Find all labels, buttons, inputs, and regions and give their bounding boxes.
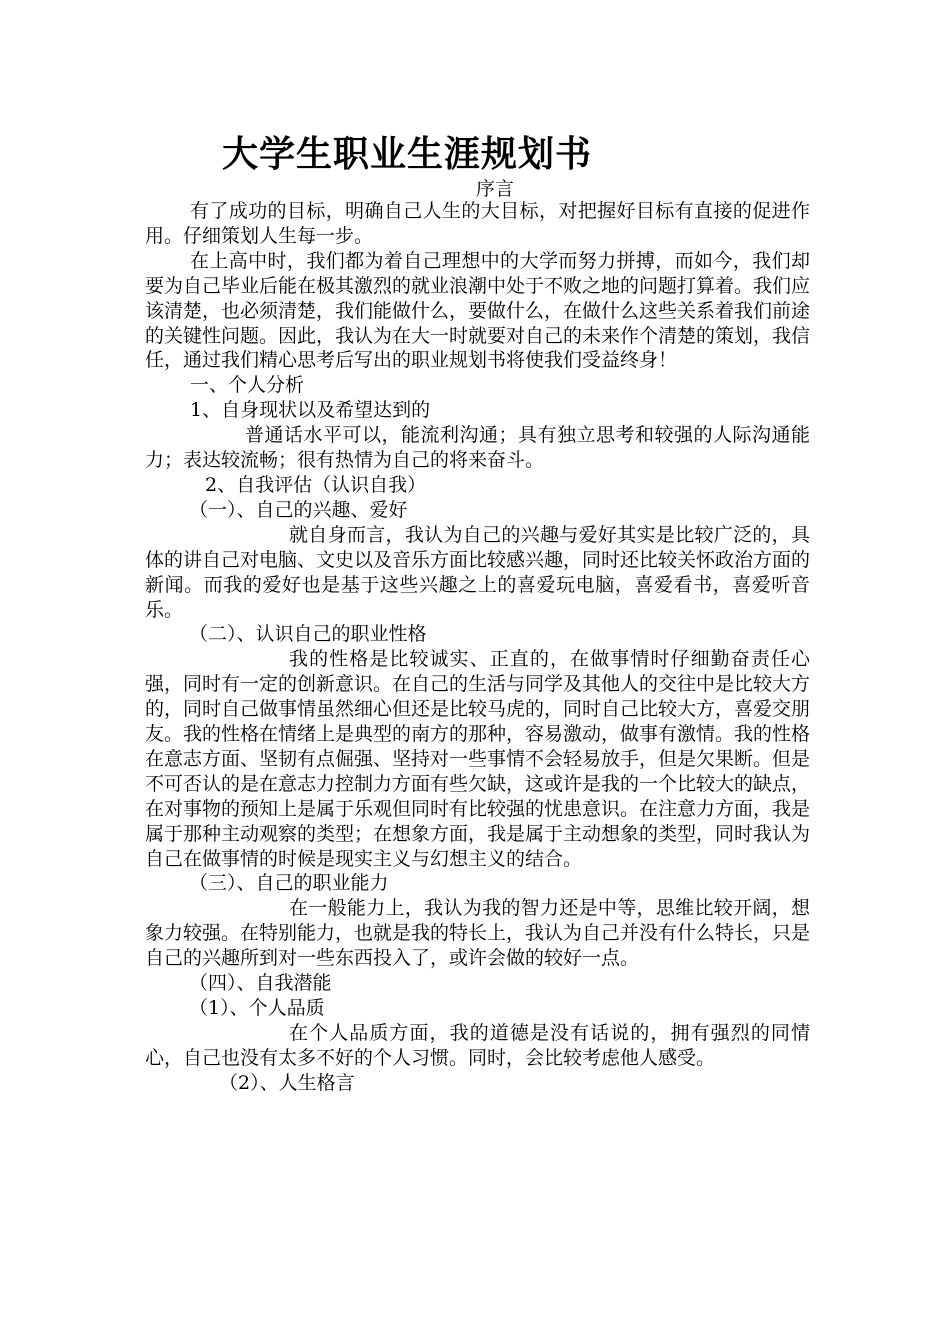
subsection-heading: （四）、自我潜能 <box>189 972 332 995</box>
subsection-heading: （2）、人生格言 <box>219 1071 355 1094</box>
preface-heading: 序言 <box>476 178 515 200</box>
paragraph: 我的性格是比较诚实、正直的，在做事情时仔细勤奋责任心强，同时有一定的创新意识。在自己的生活与同学及其他人的交往中是比较大方的，同时自己做事情虽然细心但还是比较马虎的，同时自己比较大方，喜爱交朋友。我的性格在情绪上是典型的南方的那种，容易激动，做事有激情。我的性格在意志方面、坚韧有点倔强、坚持对一些事情不会轻易放手，但是欠果断。但是不可否认的是在意志力控制力方面有些欠缺，这或许是我的一个比较大的缺点，在对事物的预知上是属于乐观但同时有比较强的忧患意识。在注意力方面，我是属于那种主动观察的类型；在想象方面，我是属于主动想象的类型，同时我认为自己在做事情的时候是现实主义与幻想主义的结合。 <box>145 648 811 870</box>
subsection-heading: （二）、认识自己的职业性格 <box>189 623 427 646</box>
subsection-heading: （1）、个人品质 <box>189 997 325 1019</box>
document-title: 大学生职业生涯规划书 <box>222 133 593 175</box>
paragraph: 普通话水平可以，能流利沟通；具有独立思考和较强的人际沟通能力；表达较流畅；很有热情为自己的将来奋斗。 <box>145 424 810 472</box>
paragraph: 在个人品质方面，我的道德是没有话说的，拥有强烈的同情心，自己也没有太多不好的个人习惯。同时，会比较考虑他人感受。 <box>145 1021 810 1069</box>
section-heading: 一、个人分析 <box>190 374 305 397</box>
paragraph: 在一般能力上，我认为我的智力还是中等，思维比较开阔，想象力较强。在特别能力，也就是我的特长上，我认为自己并没有什么特长，只是自己的兴趣所到对一些东西投入了，或许会做的较好一点。 <box>145 897 811 970</box>
subsection-heading: 2、自我评估（认识自我） <box>205 473 427 496</box>
subsection-heading: 1、自身现状以及希望达到的 <box>190 399 431 422</box>
paragraph: 就自身而言，我认为自己的兴趣与爱好其实是比较广泛的，具体的讲自己对电脑、文史以及音乐方面比较感兴趣，同时还比较关怀政治方面的新闻。而我的爱好也是基于这些兴趣之上的喜爱玩电脑，喜爱看书，喜爱听音乐。 <box>145 523 811 621</box>
subsection-heading: （三）、自己的职业能力 <box>189 872 389 895</box>
subsection-heading: （一）、自己的兴趣、爱好 <box>189 498 408 521</box>
paragraph: 有了成功的目标，明确自己人生的大目标，对把握好目标有直接的促进作用。仔细策划人生每一步。 <box>145 200 810 247</box>
document-body <box>145 199 810 1096</box>
paragraph: 在上高中时，我们都为着自己理想中的大学而努力拼搏，而如今，我们却要为自己毕业后能在极其激烈的就业浪潮中处于不败之地的问题打算着。我们应该清楚，也必须清楚，我们能做什么，要做什么，在做什么这些关系着我们前途的关键性问题。因此，我认为在大一时就要对自己的未来作个清楚的策划，我信任，通过我们精心思考后写出的职业规划书将使我们受益终身！ <box>145 249 811 372</box>
